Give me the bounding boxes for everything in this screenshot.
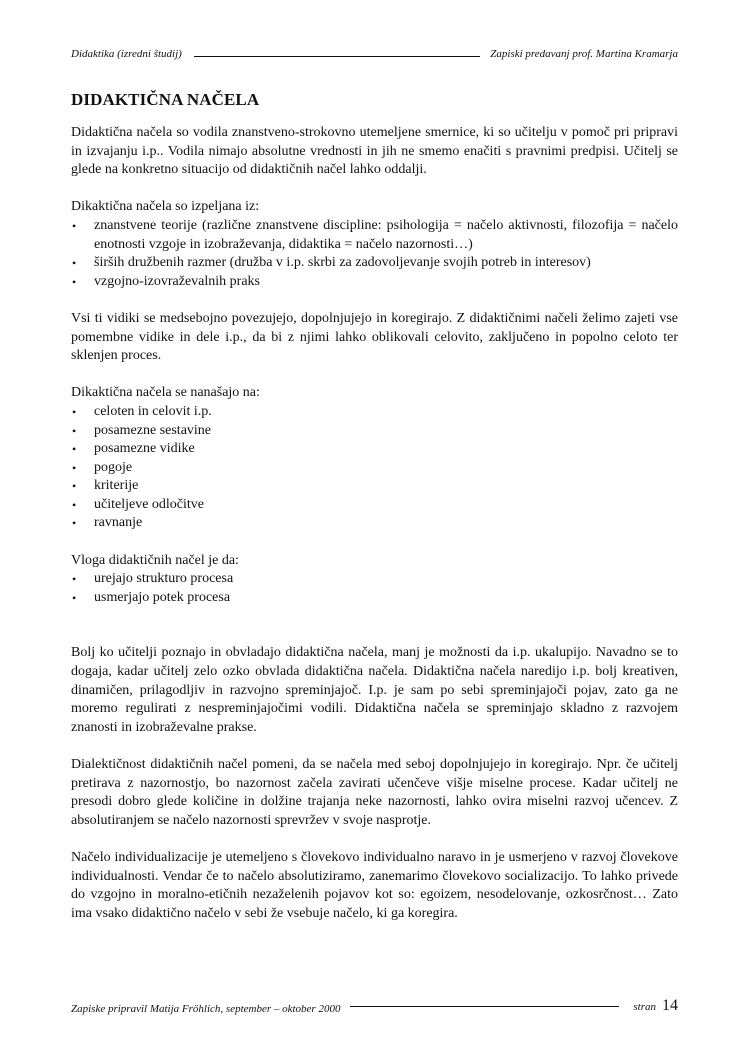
bullet-icon: •	[72, 274, 77, 289]
list-item: • ravnanje	[71, 514, 678, 533]
list-item: • kriterije	[71, 477, 678, 496]
page-number: 14	[662, 997, 678, 1014]
list-item: • posamezne vidike	[71, 440, 678, 459]
footer-author: Zapiske pripravil Matija Fröhlich, september – oktober 2000	[71, 1003, 341, 1015]
spacer	[71, 830, 678, 849]
derived-lead: Dikaktična načela so izpeljana iz:	[71, 199, 260, 215]
list-item: • urejajo strukturo procesa	[71, 570, 678, 589]
relates-list	[71, 403, 678, 533]
page-footer	[71, 997, 678, 1017]
bullet-icon: •	[72, 256, 77, 271]
spacer	[71, 737, 678, 756]
page-label: stran	[633, 1001, 656, 1013]
bullet-icon: •	[72, 479, 77, 494]
header-course: Didaktika (izredni študij)	[71, 48, 182, 60]
header-rule	[194, 56, 480, 57]
body-paragraph: Dialektičnost didaktičnih načel pomeni, da se načela med seboj dopolnjujejo in koregirajo. Npr. če učitelj pretirava z nazornostjo, bo nazornost začela zavirati učenčeve višje miselne procese. Kadar učitelj ne presodi dobro glede količine in dolžine trajanja neke nazornosti, lahko ovira miselni razvoj učencev. Z absolutiranjem se načelo nazornosti sprevržev v svoje nasprotje.	[71, 757, 678, 828]
bullet-icon: •	[72, 590, 77, 605]
bullet-icon: •	[72, 218, 77, 233]
derived-list	[71, 217, 678, 291]
spacer	[71, 533, 678, 552]
list-item: • znanstvene teorije (različne znanstvene discipline: psihologija = načelo aktivnosti, filozofija = načelo enotnosti vzgoje in izobraževanja, didaktika = načelo nazornosti…)	[72, 217, 678, 252]
bullet-icon: •	[72, 516, 77, 531]
document-body	[71, 124, 678, 923]
intro-paragraph: Didaktična načela so vodila znanstveno-strokovno utemeljene smernice, ki so učitelju v pomoč pri pripravi in izvajanju i.p.. Vodila nimajo absolutne vrednosti in jih ne smemo enačiti s pravnimi predpisi. Učitelj se glede na konkretno situacijo od didaktičnih načel lahko oddalji.	[71, 125, 678, 178]
bullet-icon: •	[72, 460, 77, 475]
bullet-icon: •	[72, 442, 77, 457]
relates-lead: Dikaktična načela se nanašajo na:	[71, 385, 260, 401]
bullet-icon: •	[72, 404, 77, 419]
list-item: • pogoje	[71, 459, 678, 478]
list-item: • celoten in celovit i.p.	[71, 403, 678, 422]
spacer	[71, 180, 678, 199]
page-title: DIDAKTIČNA NAČELA	[71, 90, 260, 109]
bullet-icon: •	[72, 423, 77, 438]
connect-paragraph: Vsi ti vidiki se medsebojno povezujejo, dopolnjujejo in koregirajo. Z didaktičnimi načeli želimo zajeti vse pomembne vidike in dele i.p., da bi z njimi lahko oblikovali celovito, zaključeno in popolno celoto ter sklenjen proces.	[71, 310, 678, 364]
list-item: • širših družbenih razmer (družba v i.p. skrbi za zadovoljevanje svojih potreb in interesov)	[71, 254, 678, 273]
body-paragraph: Načelo individualizacije je utemeljeno s človekovo individualno naravo in je usmerjeno v razvoj človekove individualnosti. Vendar če to načelo absolutiziramo, zanemarimo človekovo socializacijo. To lahko privede do vzgojno in moralno-etičnih nezaželenih pojavov kot so: egoizem, nesodelovanje, ozkosrčnost… Zato ima vsako didaktično načelo v sebi že vsebuje načelo, ki ga koregira.	[71, 849, 678, 921]
page-header	[71, 44, 678, 60]
bullet-icon: •	[72, 572, 77, 587]
page-number-block	[633, 997, 678, 1017]
list-item: • vzgojno-izovraževalnih praks	[71, 273, 678, 292]
spacer	[71, 607, 678, 644]
body-paragraph: Bolj ko učitelji poznajo in obvladajo didaktična načela, manj je možnosti da i.p. ukalupijo. Navadno se to dogaja, kadar učitelj zelo ozko obvlada didaktična načela. Didaktična načela naredijo i.p. bolj kreativen, dinamičen, prilagodljiv in razvojno spreminjajoč. I.p. je sam po sebi spreminjajoči pojav, zato ga ne moremo regulirati z nespreminjajočimi vodili. Didaktična načela se spreminjajo skladno z razvojem znanosti in izobraževalne prakse.	[71, 645, 678, 735]
list-item: • učiteljeve odločitve	[71, 496, 678, 515]
footer-rule	[350, 1006, 619, 1007]
spacer	[71, 366, 678, 385]
spacer	[71, 291, 678, 310]
list-item: • posamezne sestavine	[71, 422, 678, 441]
list-item: • usmerjajo potek procesa	[71, 589, 678, 608]
bullet-icon: •	[72, 497, 77, 512]
role-list	[71, 570, 678, 607]
header-source: Zapiski predavanj prof. Martina Kramarja	[490, 48, 678, 60]
role-lead: Vloga didaktičnih načel je da:	[71, 552, 239, 568]
